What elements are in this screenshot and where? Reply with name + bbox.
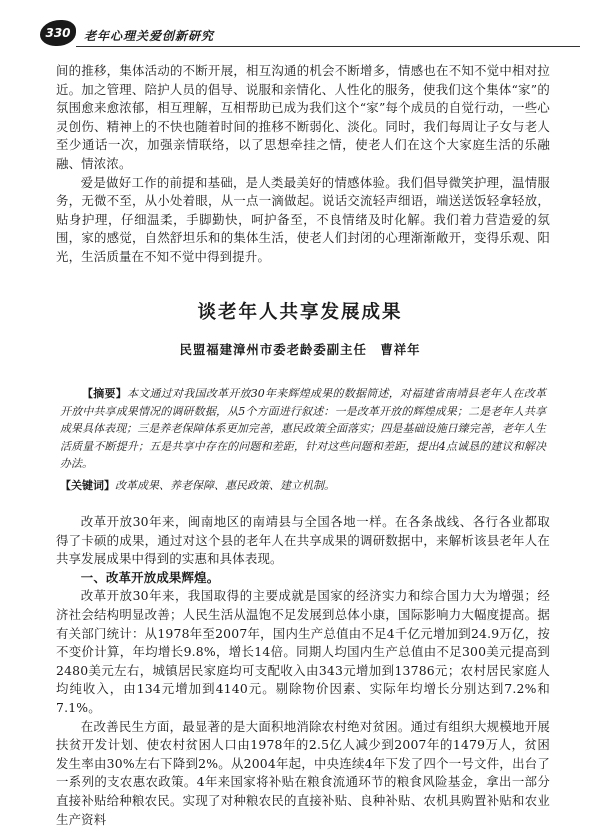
header-rule	[76, 46, 580, 47]
prev-paragraph-2: 爱是做好工作的前提和基础，是人类最美好的情感体验。我们倡导微笑护理，温情服务，无微不至，从小处着眼，从一点一滴做起。说话交流轻声细语，端送送饭轻拿轻放，贴身护理，仔细温柔，手脚勤快，呵护备至，不良情绪及时化解。我们着力营造爱的氛围，家的感觉，自然舒坦乐和的集体生活，使老人们封闭的心理渐渐敞开，变得乐观、阳光，生活质量在不知不觉中得到提升。	[56, 174, 550, 264]
article-author: 民盟福建漳州市委老龄委副主任 曹祥年	[179, 342, 421, 357]
running-header	[40, 20, 580, 52]
abstract-label: 【摘要】	[82, 387, 127, 400]
abstract-text: 本文通过对我国改革开放30年来辉煌成果的数据简述，对福建省南靖县老年人在改革开放中共享成果情况的调研数据，从5个方面进行叙述：一是改革开放的辉煌成果；二是老年人共享成果具体表现；三是养老保障体系更加完善，惠民政策全面落实；四是基础设施日臻完善，老年人生活质量不断提升；五是共享中存在的问题和差距，针对这些问题和差距，提出4点诚恳的建议和解决办法。	[60, 387, 546, 471]
prev-paragraph-1: 间的推移，集体活动的不断开展，相互沟通的机会不断增多，情感也在不知不觉中相对拉近。加之管理、陪护人员的倡导、说服和亲情化、人性化的服务，使我们这个集体“家”的氛围愈来愈浓郁，相互理解，互相帮助已成为我们这个“家”每个成员的自觉行动，一些心灵创伤、精神上的不快也随着时间的推移不断弱化、淡化。同时，我们每周让子女与老人至少通话一次，加强亲情联络，以了思想牵挂之情，使老人们在这个大家庭生活的乐融融、情浓浓。	[56, 63, 550, 171]
page-number-badge: 330	[40, 20, 76, 46]
section-1-paragraph-1: 改革开放30年来，我国取得的主要成就是国家的经济实力和综合国力大为增强；经济社会结构明显改善；人民生活从温饱不足发展到总体小康，国际影响力大幅度提高。据有关部门统计：从1978年至2007年，国内生产总值由不足4千亿元增加到24.9万亿，按不变价计算，年均增长9.8%，增长14倍。同期人均国内生产总值由不足300美元提高到2480美元左右，城镇居民家庭均可支配收入由343元增加到13786元；农村居民家庭人均纯收入，由134元增加到4140元。剔除物价因素、实际年均增长分别达到7.2%和7.1%。	[56, 588, 550, 715]
previous-article-text	[56, 62, 550, 267]
abstract-block	[60, 385, 546, 495]
keywords-label: 【关键词】	[60, 478, 115, 492]
section-1-heading: 一、改革开放成果辉煌。	[80, 569, 220, 585]
running-title: 老年心理关爱创新研究	[84, 29, 215, 43]
article-body	[56, 513, 550, 829]
intro-paragraph: 改革开放30年来，闽南地区的南靖县与全国各地一样。在各条战线、各行各业都取得了卡硕的成果，通过对这个县的老年人在共享成果的调研数据中，来解析该县老年人在共享发展成果中得到的实惠和具体表现。	[56, 514, 550, 567]
article-title: 谈老年人共享发展成果	[197, 302, 403, 323]
section-1-paragraph-2: 在改善民生方面，最显著的是大面积地消除农村绝对贫困。通过有组织大规模地开展扶贫开发计划、使农村贫困人口由1978年的2.5亿人减少到2007年的1479万人，贫困发生率由30%左右下降到2%。从2004年起，中央连续4年下发了四个一号文件，出台了一系列的支农惠农政策。4年来国家将补贴在粮食流通环节的粮食风险基金，拿出一部分直接补贴给种粮农民。实现了对种粮农民的直接补贴、良种补贴、农机具购置补贴和农业生产资料	[56, 718, 550, 827]
keywords-text: 改革成果、养老保障、惠民政策、建立机制。	[115, 478, 335, 492]
